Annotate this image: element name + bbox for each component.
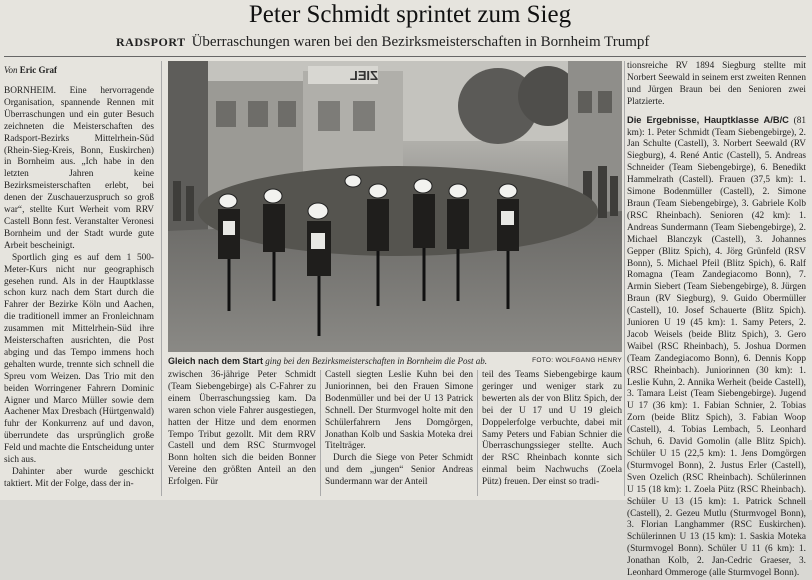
paragraph: Castell siegten Leslie Kuhn bei den Juniorinnen, bei den Frauen Simone Bodenmüller und bei der U 13 Patrick Schnell. Der Sturmvogel holte mit den Schülerfahrern Jens Domgörgen, Jonathan Kolb und Saskia Moteka drei Titelträger. [325,370,473,452]
cyclists-image [168,61,622,352]
column-divider [320,370,321,496]
paragraph: Sportlich ging es auf dem 1 500-Meter-Kurs nicht nur geographisch gesehen rund. Als in der Hauptklasse schon kurz nach dem Start durch die Fahrer der Bezirke Köln und Aachen, die traditionell immer an Fronleichnam zusammen mit Mittelrhein-Süd ihre Meisterschaften ausrichten, die Post abging und das Tempo immens hoch gehalten wurde, trennte sich schnell die Spreu vom Weizen. Das Trio mit den beiden Worringener Fahrern Dominic Aigner und Marco Müller sowie dem Aachener Max Dresbach (Hürtgenwald) fuhr der Konkurrenz auf und davon, überrundete das ursprünglich große Feld und machte die Entscheidung unter sich aus. [4,252,155,466]
kicker: RADSPORT [116,35,186,49]
photo-caption [168,355,622,367]
paragraph: teil des Teams Siebengebirge kaum geringer und weniger stark zu bewerten als der von Blitz Spich, der bei der U 17 und U 19 gleich Doppelerfolge verbuchte, dabei mit Samy Peters und Fabian Schnier die Überraschungssieger stellte. Auch der RSC Rheinbach konnte sich einmal beim Nachwuchs (Zoela Pütz) freuen. Der einst so tradi- [482,370,622,488]
results-block [627,115,806,580]
subheadline-row [116,33,716,51]
results-text: (81 km): 1. Peter Schmidt (Team Siebengebirge), 2. Jan Schulte (Castell), 3. Norbert Seewald (RV Siegburg), 4. René Antic (Castell), 5. Andreas Schneider (Team Siebengebirge), 6. Benedikt Hammelrath (Castell). Frauen (37,5 km): 1. Simone Bodenmüller (Castell), 2. Simone Braun (Team Siebengebirge), 3. Gabriele Kolb (RSC Rheinbach). Senioren (42 km): 1. Andreas Sundermann (Team Siebengebirge), 2. Michael Blanczyk (Castell), 3. Johannes Gepper (Blitz Spich), 4. Jörg Grünfeld (RSV Bonn), 5. Michael Pfeil (Blitz Spich), 6. Ralf Romagna (Team Zandegiacomo Bonn), 7. Armin Siebert (Team Siebengebirge), 8. Jürgen Braun (RV Siegburg), 9. Guido Obermüller (Castell), 10. Josef Schauerte (Blitz Spich). Junioren U 19 (45 km): 1. Samy Peters, 2. Jacob Weisels (beide Blitz Spich), 3. Gero Waibel (RSC Rheinbach), 5. Joshua Dormen (Team Zandegiacomo Bonn), 6. Dennis Kopp (RSC Rheinbach). Juniorinnen (30 km): 1. Leslie Kuhn, 2. Annika Werheit (beide Castell), 3. Tamara Leist (Team Siebengebirge). Jugend U 17 (36 km): 1. Fabian Schnier, 2. Tobias Zorn (beide Blitz Spich), 3. Fabian Woop (Castell), 4. Tobias Lembach, 5. Leonhard Schuh, 6. David Gomolin (alle Blitz Spich). Schüler U 15 (22,5 km): 1. Jens Domgörgen (Sturmvogel Bonn), 2. Justus Erler (Castell), Sven Ozelich (RSC Rheinbach). Schülerinnen U 15 (18 km): 1. Zoela Pütz (RSC Rheinbach). Schüler U 13 (15 km): 1. Patrick Schnell (Castell), 2. Gezeu Mutlu (Sturmvogel Bonn), 3. Florian Langhammer (RSC Euskirchen). Schülerinnen U 13 (15 km): 1. Saskia Moteka (Sturmvogel Bonn). Schüler U 11 (6 km): 1. Jonathan Kolb, 2. Jan-Cedric Graeser, 3. Leonhard Ommeroge (alle Sturmvogel Bonn). [627,115,807,579]
caption-text: ging bei den Bezirksmeisterschaften in Bornheim die Post ab. [265,356,487,366]
race-photo [168,61,622,352]
article-column-3 [325,370,473,500]
results-title: Die Ergebnisse, Hauptklasse A/B/C [627,114,789,125]
paragraph: Durch die Siege von Peter Schmidt und dem „jungen“ Senior Andreas Sundermann war der Anteil [325,453,473,488]
paragraph: Dahinter aber wurde geschickt taktiert. Mit der Folge, dass der in- [4,467,154,489]
column-divider [161,61,162,496]
paragraph: tionsreiche RV 1894 Siegburg stellte mit Norbert Seewald in seinem erst zweiten Rennen und Jürgen Braun bei den Senioren zwei Platzierte. [627,61,806,107]
headline: Peter Schmidt sprintet zum Sieg [248,1,572,28]
article-column-1 [4,86,154,500]
subheadline: Überraschungen waren bei den Bezirksmeisterschaften in Bornheim Trumpf [191,34,650,50]
paragraph: zwischen 36-jährige Peter Schmidt (Team Siebengebirge) als C-Fahrer zu einem Überraschungssieg kam. Da waren schon viele Fahrer ausgestiegen, hatten der Hitze und dem enormen Tempo Tribut gezollt. Mit dem RRV Castell und dem RSC Sturmvogel Bonn holten sich die beiden Bonner Vereine den größten Anteil an den Erfolgen. Für [168,370,316,488]
column-divider [477,370,478,496]
paragraph: BORNHEIM. Eine hervorragende Organisation, spannende Rennen mit Überraschungen und ein guter Besuch zeichneten die Meisterschaften des Radsport-Bezirks Mittelrhein-Süd (Rhein-Sieg-Kreis, Bonn, Euskirchen) in Bornheim aus. „Ich habe in den letzten Jahren keine Bezirksmeisterschaften erlebt, bei denen der Zuschauerzuspruch so groß war“, stellte Kurt Werheit vom RRV Castell Bonn fest. Veranstalter Veronesi Bornheim und der Stadt wurde gute Arbeit bescheinigt. [4,86,154,251]
byline-author: Eric Graf [19,65,57,75]
article-column-2 [168,370,316,500]
byline [4,64,57,76]
caption-lead: Gleich nach dem Start [168,356,264,366]
divider [4,56,806,57]
article-column-4 [482,370,622,500]
photo-credit: FOTO: WOLFGANG HENRY [532,357,622,364]
shop-sign: ZIEL [349,68,378,83]
byline-prefix: Von [4,65,18,75]
article-column-5 [627,61,807,579]
column-divider [624,61,625,496]
